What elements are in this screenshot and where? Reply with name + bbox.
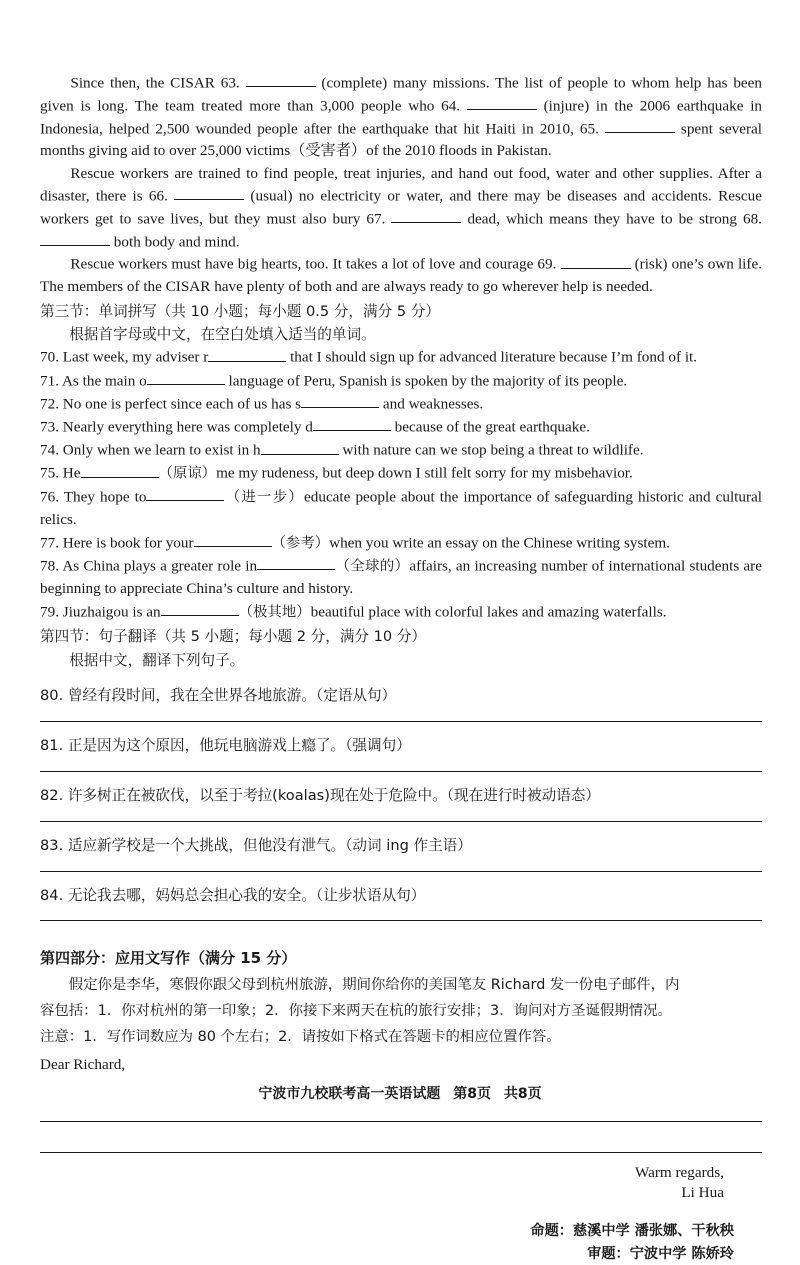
- word-spelling-item: [40, 601, 762, 624]
- footer-page: 第8页: [453, 1086, 491, 1102]
- word-spelling-item: [40, 532, 762, 555]
- item-number: 73.: [40, 418, 63, 436]
- item-number: 82.: [40, 786, 68, 804]
- cloze-text: (usual) no electricity or water, and there may be diseases and accidents. Rescue workers get to save lives, but they must also bury 67.: [40, 187, 762, 228]
- cloze-text: both body and mind.: [110, 233, 240, 251]
- cloze-blank[interactable]: [246, 72, 316, 87]
- cloze-paragraph-1: [40, 72, 762, 163]
- chinese-hint: （原谅）: [158, 465, 217, 482]
- item-text-before: As the main o: [61, 371, 147, 389]
- credits-block: [40, 1220, 762, 1265]
- section4-heading: 第四节：句子翻译（共 5 小题；每小题 2 分，满分 10 分）: [40, 628, 427, 646]
- item-number: 81.: [40, 736, 68, 754]
- item-text-before: Nearly everything here was completely d: [62, 418, 313, 436]
- item-text-before: No one is perfect since each of us has s: [62, 395, 302, 413]
- answer-blank[interactable]: [147, 370, 225, 385]
- item-number: 79.: [40, 603, 63, 621]
- item-text-before: Only when we learn to exist in h: [62, 441, 261, 459]
- item-number: 77.: [40, 534, 63, 552]
- item-text-before: Here is book for your: [62, 534, 194, 552]
- item-text-after: that I should sign up for advanced literature because I’m fond of it.: [286, 348, 698, 366]
- cloze-blank[interactable]: [391, 208, 461, 223]
- part4-body-line1: 假定你是李华，寒假你跟父母到杭州旅游，期间你给你的美国笔友 Richard 发一份电子邮件，内: [68, 976, 680, 993]
- word-spelling-item: [40, 462, 762, 485]
- item-number: 84.: [40, 886, 68, 904]
- translation-answer-line[interactable]: [40, 721, 762, 722]
- item-chinese-sentence: 曾经有段时间，我在全世界各地旅游。（定语从句）: [67, 687, 397, 704]
- cloze-text: Since then, the CISAR 63.: [70, 74, 246, 92]
- chinese-hint: （参考）: [271, 535, 330, 552]
- part4-body-line3: 注意：1．写作词数应为 80 个左右；2．请按如下格式在答题卡的相应位置作答。: [40, 1029, 561, 1046]
- word-spelling-item: [40, 416, 762, 439]
- answer-blank[interactable]: [301, 393, 379, 408]
- cloze-text: spent several months giving aid to over 25,000 victims（受害者）of the 2010 floods in Pakistan.: [40, 120, 763, 160]
- chinese-hint: （全球的）: [335, 558, 410, 575]
- item-text-after: and weaknesses.: [379, 395, 484, 413]
- item-chinese-sentence: 正是因为这个原因，他玩电脑游戏上瘾了。（强调句）: [67, 736, 411, 754]
- item-number: 70.: [40, 348, 63, 366]
- cloze-text: (risk) one’s own life. The members of the CISAR have plenty of both and are always ready to go wherever help is needed.: [40, 255, 762, 296]
- cloze-paragraph-2: [40, 163, 762, 254]
- item-number: 76.: [40, 488, 64, 506]
- word-spelling-item: [40, 439, 762, 462]
- translation-answer-line[interactable]: [40, 821, 762, 822]
- item-chinese-sentence: 许多树正在被砍伐，以至于考拉(koalas)现在处于危险中。（现在进行时被动语态）: [67, 786, 600, 804]
- answer-blank[interactable]: [161, 601, 239, 616]
- item-number: 80.: [40, 687, 68, 704]
- cloze-text: (complete) many missions. The list of people to whom help has been given is long. The team treated more than 3,000 people who 64.: [40, 74, 762, 115]
- cloze-blank[interactable]: [605, 118, 675, 133]
- section3-instruction: 根据首字母或中文，在空白处填入适当的单词。: [69, 326, 376, 344]
- answer-blank[interactable]: [146, 486, 224, 501]
- part4-title: 第四部分：应用文写作（满分 15 分）: [40, 949, 297, 968]
- word-spelling-item: [40, 486, 762, 532]
- item-text-before: He: [62, 464, 81, 482]
- item-chinese-sentence: 无论我去哪，妈妈总会担心我的安全。（让步状语从句）: [67, 886, 426, 904]
- cloze-text: (injure) in the 2006 earthquake in Indonesia, helped 2,500 wounded people after the earthquake that hit Haiti in 2010, 65.: [40, 97, 763, 137]
- letter-closing: [40, 1163, 762, 1204]
- item-number: 72.: [40, 395, 63, 413]
- credits-line1: 命题：慈溪中学 潘张娜、干秋秧: [530, 1222, 734, 1239]
- footer-title: 宁波市九校联考高一英语试题: [258, 1086, 441, 1102]
- answer-blank[interactable]: [81, 462, 159, 477]
- item-text-after: with nature can we stop being a threat to wildlife.: [338, 441, 644, 459]
- answer-blank[interactable]: [208, 346, 286, 361]
- answer-blank[interactable]: [313, 416, 391, 431]
- cloze-paragraph-3: [40, 253, 762, 298]
- page-footer: [0, 1083, 800, 1103]
- item-number: 75.: [40, 464, 63, 482]
- letter-salutation: Dear Richard,: [40, 1056, 126, 1074]
- item-text-before: Last week, my adviser r: [62, 348, 209, 366]
- item-text-before: As China plays a greater role in: [62, 557, 258, 575]
- item-number: 83.: [40, 836, 68, 854]
- section4-instruction: 根据中文，翻译下列句子。: [69, 652, 245, 670]
- word-spelling-item: [40, 393, 762, 416]
- translation-item: [40, 885, 762, 907]
- item-number: 74.: [40, 441, 63, 459]
- cloze-blank[interactable]: [467, 95, 537, 110]
- closing-line1: Warm regards,: [634, 1163, 724, 1181]
- answer-blank[interactable]: [261, 439, 339, 454]
- translation-item: [40, 735, 762, 757]
- chinese-hint: （极其地）: [238, 604, 311, 621]
- writing-line[interactable]: [40, 1122, 762, 1153]
- item-text-after: beautiful place with colorful lakes and amazing waterfalls.: [310, 603, 667, 621]
- cloze-text: Rescue workers must have big hearts, too. It takes a lot of love and courage 69.: [70, 255, 561, 273]
- translation-answer-line[interactable]: [40, 771, 762, 772]
- closing-line2: Li Hua: [681, 1184, 724, 1202]
- item-text-after: language of Peru, Spanish is spoken by the majority of its people.: [224, 371, 628, 389]
- section3-item-list: [40, 346, 762, 624]
- item-text-before: Jiuzhaigou is an: [62, 603, 161, 621]
- item-text-after: because of the great earthquake.: [390, 418, 590, 436]
- cloze-text: Rescue workers are trained to find people, treat injuries, and hand out food, water and other supplies. After a disaster, there is 66.: [40, 164, 762, 205]
- word-spelling-item: [40, 370, 762, 393]
- answer-blank[interactable]: [257, 555, 335, 570]
- translation-answer-line[interactable]: [40, 920, 762, 921]
- cloze-blank[interactable]: [561, 253, 631, 268]
- cloze-text: dead, which means they have to be strong 68.: [461, 210, 762, 228]
- word-spelling-item: [40, 555, 762, 601]
- part4-body-line2: 容包括：1．你对杭州的第一印象；2．你接下来两天在杭的旅行安排；3．询问对方圣诞假期情况。: [40, 1002, 672, 1019]
- cloze-blank[interactable]: [174, 185, 244, 200]
- item-number: 78.: [40, 557, 63, 575]
- item-text-after: educate people about the importance of safeguarding historic and cultural relics.: [40, 488, 762, 528]
- translation-item: [40, 685, 762, 707]
- chinese-hint: （进一步）: [224, 489, 305, 506]
- item-text-after: when you write an essay on the Chinese writing system.: [329, 534, 670, 552]
- item-number: 71.: [40, 371, 62, 389]
- translation-item: [40, 785, 762, 807]
- translation-item: [40, 835, 762, 857]
- word-spelling-item: [40, 346, 762, 369]
- cloze-blank[interactable]: [40, 231, 110, 246]
- section4-item-list: [40, 685, 762, 921]
- translation-answer-line[interactable]: [40, 871, 762, 872]
- credits-line2: 审题：宁波中学 陈娇玲: [587, 1245, 734, 1262]
- section3-heading: 第三节：单词拼写（共 10 小题；每小题 0.5 分，满分 5 分）: [40, 302, 440, 320]
- item-text-before: They hope to: [63, 488, 147, 506]
- footer-total: 共8页: [503, 1086, 542, 1102]
- item-text-after: me my rudeness, but deep down I still felt sorry for my misbehavior.: [216, 464, 633, 482]
- item-chinese-sentence: 适应新学校是一个大挑战，但他没有泄气。（动词 ing 作主语）: [67, 836, 472, 854]
- answer-blank[interactable]: [194, 532, 272, 547]
- item-text-after: affairs, an increasing number of international students are beginning to appreciate China’s culture and history.: [40, 557, 762, 598]
